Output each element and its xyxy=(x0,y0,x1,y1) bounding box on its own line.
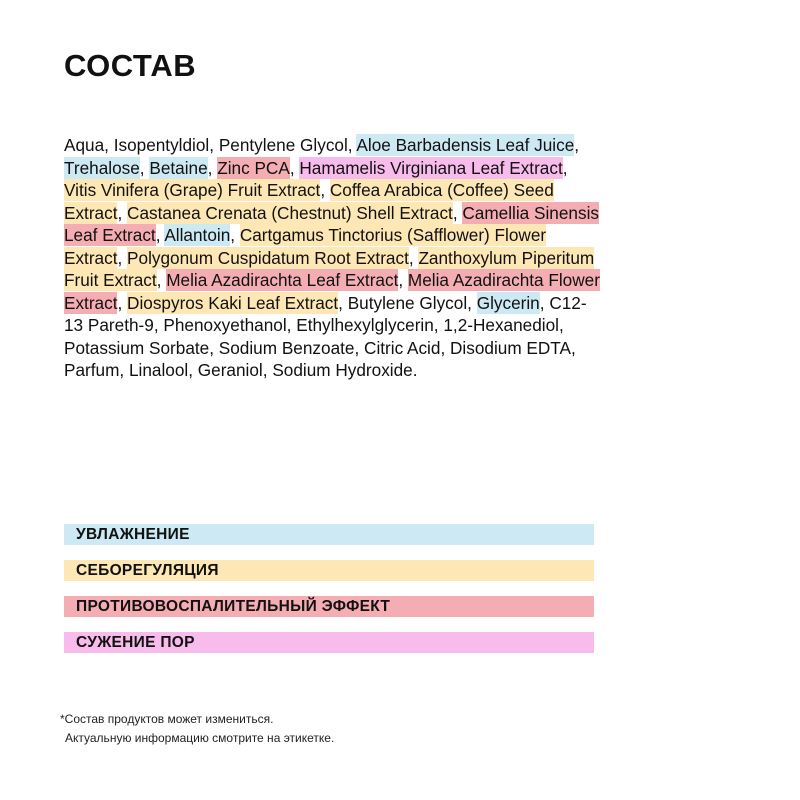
ingredient: Sodium Hydroxide xyxy=(272,360,413,380)
ingredient: Aqua xyxy=(64,135,105,155)
ingredient-moist: Aloe Barbadensis Leaf Juice xyxy=(356,135,575,155)
ingredient-sebum: Vitis Vinifera (Grape) Fruit Extract xyxy=(64,180,321,200)
ingredient-moist: Glycerin xyxy=(476,292,540,313)
disclaimer-line-2: Актуальную информацию смотрите на этикетке. xyxy=(65,731,335,745)
ingredient: Pentylene Glycol xyxy=(218,135,348,155)
ingredient-moist: Trehalose xyxy=(64,157,140,178)
ingredient: Geraniol xyxy=(197,360,263,380)
legend-item-anti: ПРОТИВОВОСПАЛИТЕЛЬНЫЙ ЭФФЕКТ xyxy=(64,596,594,617)
legend-item-sebum: СЕБОРЕГУЛЯЦИЯ xyxy=(64,560,594,581)
ingredient: Sodium Benzoate xyxy=(218,337,355,358)
page-title: СОСТАВ xyxy=(64,48,197,83)
ingredient: Potassium Sorbate xyxy=(64,337,210,358)
ingredient-sebum: Castanea Crenata (Chestnut) Shell Extract xyxy=(127,202,453,223)
disclaimer-line-1: *Состав продуктов может измениться. xyxy=(60,712,274,726)
ingredient-sebum: Zanthoxylum Piperitum Fruit Extract xyxy=(64,247,595,290)
ingredient-moist: Betaine xyxy=(149,157,208,178)
ingredient: Butylene Glycol xyxy=(347,292,468,313)
legend xyxy=(64,524,594,668)
ingredients-list: Aqua, Isopentyldiol, Pentylene Glycol, Aloe Barbadensis Leaf Juice, Trehalose, Betaine, Zinc PCA, Hamamelis Virginiana Leaf Extract, Vitis Vinifera (Grape) Fruit Extract, Coffea Arabica (Coffee) Seed Extract, Castanea Crenata (Chestnut) Shell Extract, Camellia Sinensis Leaf Extract, Allantoin, Cartgamus Tinctorius (Safflower) Flower Extract, Polygonum Cuspidatum Root Extract, Zanthoxylum Piperitum Fruit Extract, Melia Azadirachta Leaf Extract, Melia Azadirachta Flower Extract, Diospyros Kaki Leaf Extract, Butylene Glycol, Glycerin, C12-13 Pareth-9, Phenoxyethanol, Ethylhexylglycerin, 1,2-Hexanediol, Potassium Sorbate, Sodium Benzoate, Citric Acid, Disodium EDTA, Parfum, Linalool, Geraniol, Sodium Hydroxide. xyxy=(64,135,600,380)
ingredient-pore: Hamamelis Virginiana Leaf Extract xyxy=(299,157,563,178)
legend-item-pore: СУЖЕНИЕ ПОР xyxy=(64,632,594,653)
ingredient-anti: Melia Azadirachta Flower Extract xyxy=(64,270,600,313)
ingredient-sebum: Polygonum Cuspidatum Root Extract xyxy=(127,247,409,268)
ingredient: Disodium EDTA xyxy=(450,337,571,358)
ingredient-sebum: Coffea Arabica (Coffee) Seed Extract xyxy=(64,180,554,223)
disclaimer-note xyxy=(60,710,334,748)
ingredient-anti: Camellia Sinensis Leaf Extract xyxy=(64,202,599,245)
ingredient-moist: Allantoin xyxy=(164,225,231,245)
ingredient-anti: Zinc PCA xyxy=(217,157,290,178)
ingredient: Phenoxyethanol xyxy=(163,315,287,335)
ingredient-sebum: Cartgamus Tinctorius (Safflower) Flower Extract xyxy=(64,225,547,268)
ingredient: Parfum xyxy=(64,360,120,380)
ingredient: 1,2-Hexanediol xyxy=(443,315,559,335)
ingredient: Citric Acid xyxy=(364,337,441,358)
ingredient: Linalool xyxy=(128,360,189,380)
ingredient: C12-13 Pareth-9 xyxy=(64,292,587,335)
ingredient: Ethylhexylglycerin xyxy=(296,315,434,335)
legend-item-moist: УВЛАЖНЕНИЕ xyxy=(64,524,594,545)
ingredient-sebum: Diospyros Kaki Leaf Extract xyxy=(127,292,339,313)
ingredient-anti: Melia Azadirachta Leaf Extract xyxy=(166,270,399,290)
ingredient: Isopentyldiol xyxy=(113,135,210,155)
